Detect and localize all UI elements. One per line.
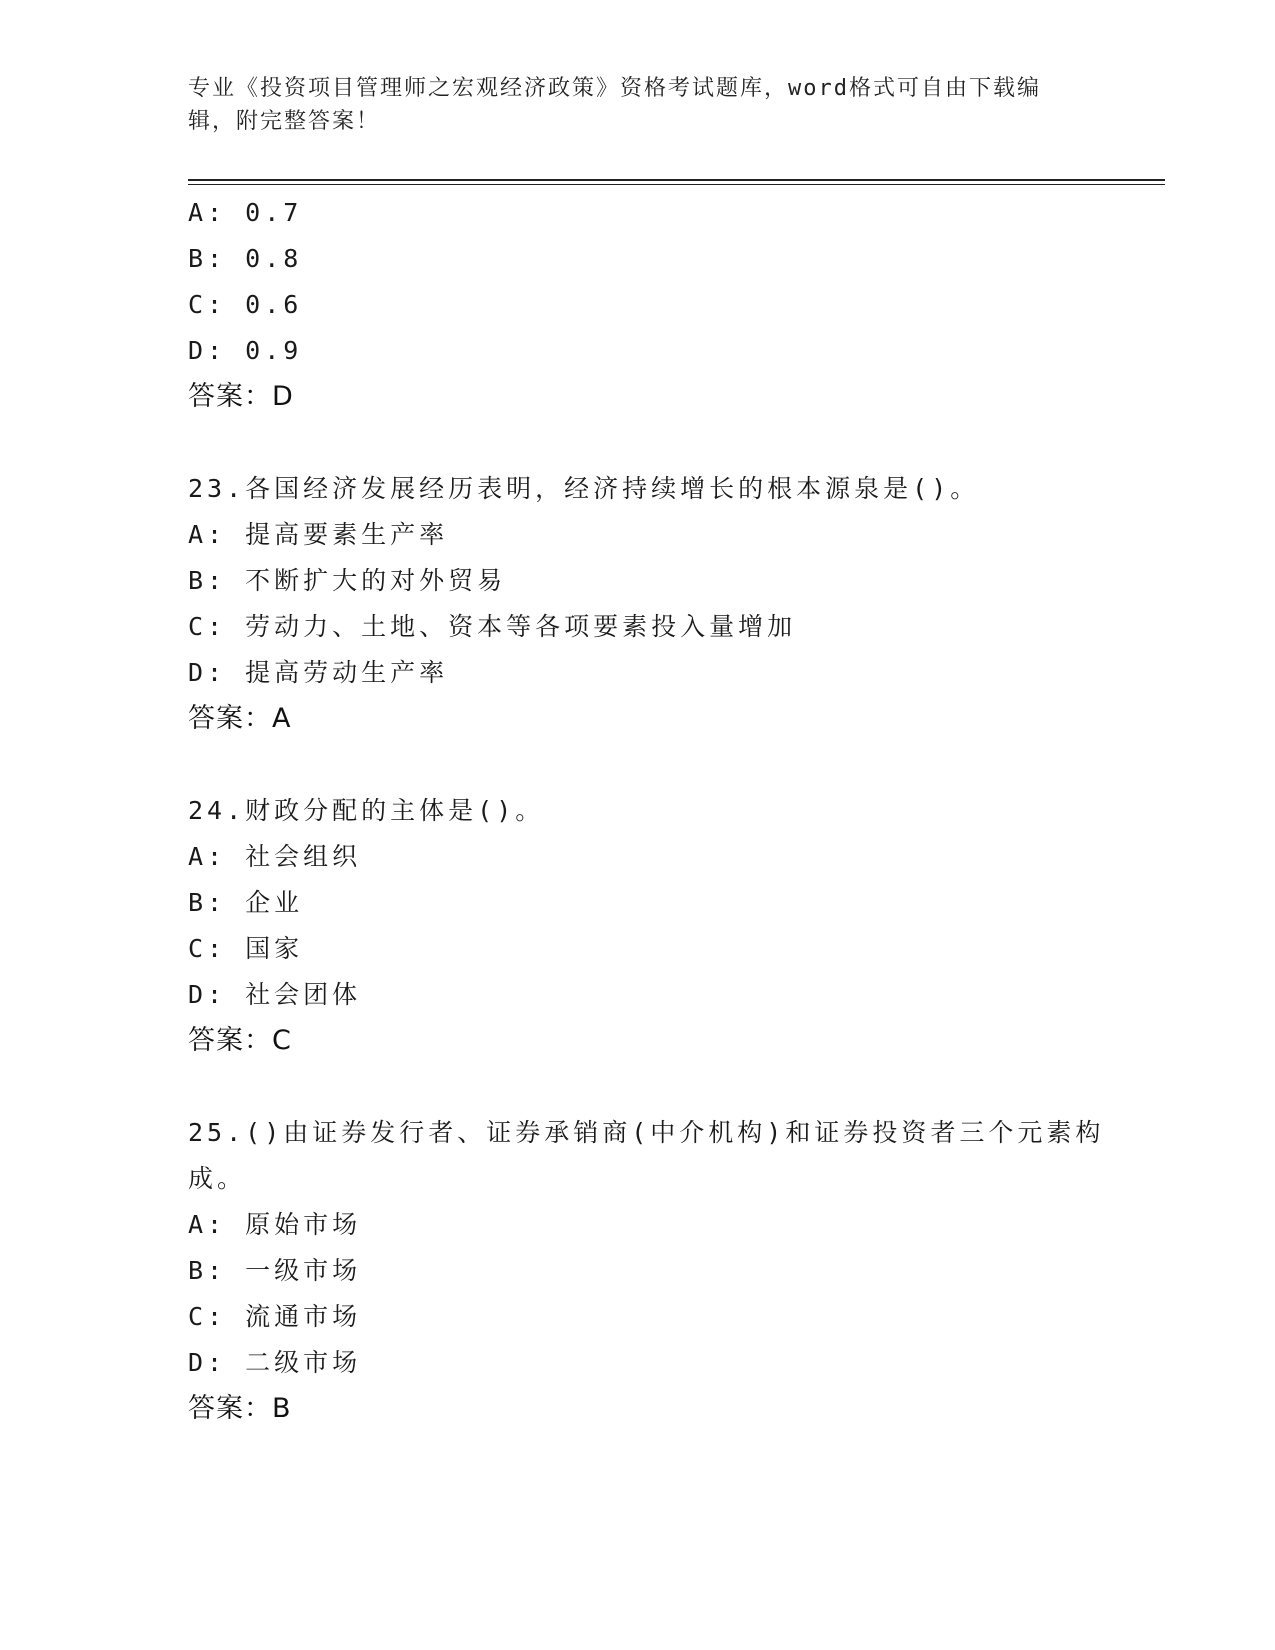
option-b: B: 企业 bbox=[188, 888, 304, 917]
header-divider-thin bbox=[188, 184, 1165, 185]
option-a: A: 原始市场 bbox=[188, 1210, 362, 1239]
answer: 答案：C bbox=[188, 1025, 292, 1056]
header-divider-thick bbox=[188, 179, 1165, 181]
question-text-line-1: 25.()由证券发行者、证券承销商(中介机构)和证券投资者三个元素构 bbox=[188, 1118, 1105, 1147]
question-block-23 bbox=[188, 466, 1088, 742]
document-header bbox=[188, 72, 1078, 138]
answer: 答案：A bbox=[188, 703, 292, 734]
option-d: D: 二级市场 bbox=[188, 1348, 362, 1377]
spacer bbox=[188, 420, 1088, 466]
option-a: A: 0.7 bbox=[188, 198, 303, 227]
question-text: 24.财政分配的主体是()。 bbox=[188, 796, 545, 825]
question-block-25 bbox=[188, 1110, 1105, 1432]
option-b: B: 不断扩大的对外贸易 bbox=[188, 566, 507, 595]
option-a: A: 提高要素生产率 bbox=[188, 520, 449, 549]
question-text-line-2: 成。 bbox=[188, 1164, 247, 1193]
answer: 答案：D bbox=[188, 381, 294, 412]
option-c: C: 流通市场 bbox=[188, 1302, 362, 1331]
option-c: C: 国家 bbox=[188, 934, 304, 963]
answer: 答案：B bbox=[188, 1393, 292, 1424]
question-text: 23.各国经济发展经历表明，经济持续增长的根本源泉是()。 bbox=[188, 474, 980, 503]
option-d: D: 0.9 bbox=[188, 336, 303, 365]
header-title: 专业《投资项目管理师之宏观经济政策》资格考试题库，word格式可自由下载编辑，附完整答案！ bbox=[188, 76, 1041, 134]
spacer bbox=[188, 742, 1088, 788]
question-block-22 bbox=[188, 190, 1088, 420]
option-d: D: 社会团体 bbox=[188, 980, 362, 1009]
option-b: B: 0.8 bbox=[188, 244, 303, 273]
option-d: D: 提高劳动生产率 bbox=[188, 658, 449, 687]
option-b: B: 一级市场 bbox=[188, 1256, 362, 1285]
option-a: A: 社会组织 bbox=[188, 842, 362, 871]
option-c: C: 劳动力、土地、资本等各项要素投入量增加 bbox=[188, 612, 797, 641]
question-block-24 bbox=[188, 788, 1088, 1064]
spacer bbox=[188, 1064, 1088, 1110]
question-list bbox=[188, 190, 1105, 1432]
option-c: C: 0.6 bbox=[188, 290, 303, 319]
